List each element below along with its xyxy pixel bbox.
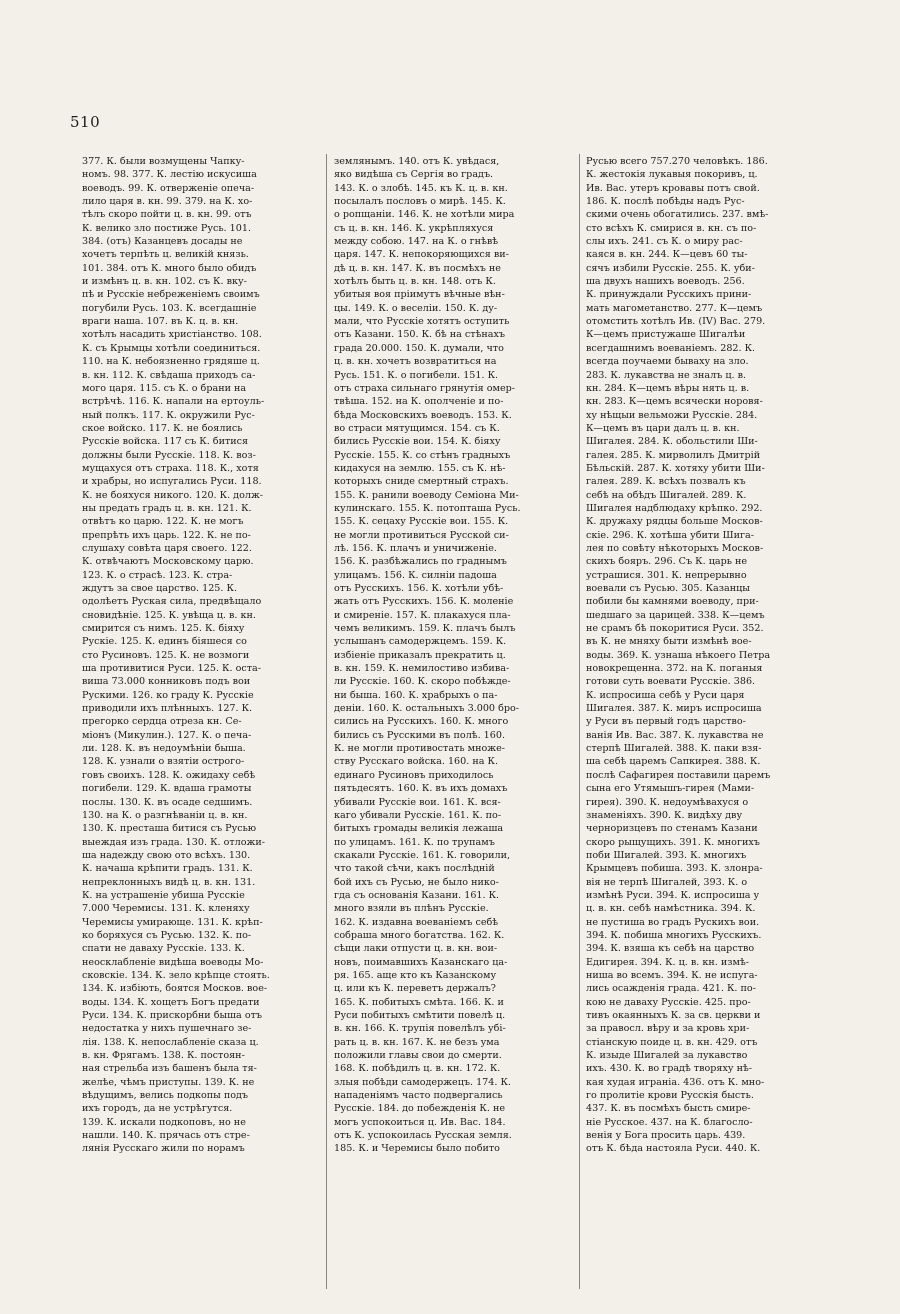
index-column-3: Русью всего 757.270 человѣкъ. 186. К. жестокія лукавыя покоривъ, ц. Ив. Вас. утеръ кровавы потъ свой. 186. К. послѣ побѣды надъ Рус- скими очень обогатились. 237. вмѣ- сто всѣхъ К. смирися в. кн. съ по- слы ихъ. 241. съ К. о миру рас- каяся в. кн. 244. К—цевъ 60 ты- сячъ избили Русскіе. 255. К. уби- ша двухъ нашихъ воеводъ. 256. К. принуждали Русскихъ прини- мать магометанство. 277. К—цемъ отомстить хотѣлъ Ив. (IV) Вас. 279. К—цемъ пристужаше Шигалѣи всегдашнимъ воеваніемъ. 282. К. всегда поучаеми бываху на зло. 283. К. лукавства не зналъ ц. в. кн. 284. К—цемъ вѣры нять ц. в. кн. 283. К—цемъ всячески норовя- ху нѣщыи вельможи Русскіе. 284. К—цемъ въ цари далъ ц. в. кн. Шигалея. 284. К. обольстили Ши- галея. 285. К. мирволилъ Дмитрій Бѣльскій. 287. К. хотяху убити Ши- галея. 289. К. всѣхъ позвалъ къ себѣ на обѣдъ Шигалей. 289. К. Шигалея надблюдаху крѣпко. 292. К. дружаху рядцы больше Москов- скіе. 296. К. хотѣша убити Шига- лея по совѣту нѣкоторыхъ Москов- скихъ бояръ. 296. Съ К. царь не устрашися. 301. К. непрерывно воевали съ Русью. 305. Казанцы побили бы камнями воеводу, при- шедшаго за царицей. 338. К—цемъ не срамъ бѣ покоритися Руси. 352. въ К. не мняху быти измѣнѣ вое- воды. 369. К. узнаша нѣкоего Петра новокрещенна. 372. на К. поганыя готови суть воевати Русскіе. 386. К. испросиша себѣ у Руси царя Шигалея. 387. К. миръ испросиша у Руси въ первый годъ царство- ванія Ив. Вас. 387. К. лукавства не стерпѣ Шигалей. 388. К. паки взя- ша себѣ царемъ Сапкирея. 388. К. послѣ Сафагирея поставили царемъ сына его Утямышъ-гирея (Мами- гирея). 390. К. недоумѣвахуся о знаменіяхъ. 390. К. видѣху дву черноризцевъ по стенамъ Казани скоро рыщущихъ. 391. К. многихъ поби Шигалей. 393. К. многихъ Крымцевъ побиша. 393. К. злонра- вія не терпѣ Шигалей, 393. К. о измѣнѣ Руси. 394. К. испросиша у ц. в. кн. себѣ намѣстника. 394. К. не пустиша во градъ Рускихъ вои. 394. К. побиша многихъ Русскихъ. 394. К. взяша къ себѣ на царство Едигирея. 394. К. ц. в. кн. измѣ- ниша во всемъ. 394. К. не испуга- лись осажденія града. 421. К. по- кою не даваху Русскіе. 425. про- тивъ окаянныхъ К. за св. церкви и за правосл. вѣру и за кровь хри- стіанскую поиде ц. в. кн. 429. отъ К. изыде Шигалей за лукавство ихъ. 430. К. во градѣ творяху нѣ- кая худая играніа. 436. отъ К. мно- го пролитіе крови Русскія бысть. 437. К. въ посмѣхъ бысть смире- ніе Русское. 437. на К. благосло- венія у Бога просить царь. 439. отъ К. бѣда настояла Руси. 440. К. (586, 156, 771, 1155)
index-column-2: землянымъ. 140. отъ К. увѣдася, яко видѣша съ Сергія во градъ. 143. К. о злобѣ. 145. къ К. ц. в. кн. посылалъ пословъ о мирѣ. 145. К. о ропщаніи. 146. К. не хотѣли мира съ ц. в. кн. 146. К. укрѣпляхуся между собою. 147. на К. о гнѣвѣ царя. 147. К. непокоряющихся ви- дѣ ц. в. кн. 147. К. въ посмѣхъ не хотѣлъ быть ц. в. кн. 148. отъ К. убитыя воя пріимутъ вѣчные вѣн- цы. 149. К. о веселіи. 150. К. ду- мали, что Русскіе хотятъ оступить отъ Казани. 150. К. бѣ на стѣнахъ града 20.000. 150. К. думали, что ц. в. кн. хочетъ возвратиться на Русь. 151. К. о погибели. 151. К. отъ страха сильнаго грянутія омер- твѣша. 152. на К. ополченіе и по- бѣда Московскихъ воеводъ. 153. К. во страси мятущимся. 154. съ К. бились Русскіе вои. 154. К. біяху Русскіе. 155. К. со стѣнъ градныхъ кидахуся на землю. 155. съ К. нѣ- которыхъ сниде смертный страхъ. 155. К. ранили воеводу Семіона Ми- кулинскаго. 155. К. потопташа Русь. 155. К. сецаху Русскіе вои. 155. К. не могли противиться Русской си- лѣ. 156. К. плачъ и уничиженіе. 156. К. разбѣжались по граднымъ улицамъ. 156. К. силніи падоша отъ Русскихъ. 156. К. хотѣли убѣ- жать отъ Русскихъ. 156. К. моленіе и смиреніе. 157. К. плакахуся пла- чемъ великимъ. 159. К. плачъ былъ услышанъ самодержцемъ. 159. К. избіеніе приказалъ прекратить ц. в. кн. 159. К. немилостиво избива- ли Русскіе. 160. К. скоро побѣжде- ни быша. 160. К. храбрыхъ о па- деніи. 160. К. остальныхъ 3.000 бро- сились на Русскихъ. 160. К. много бились съ Русскими въ полѣ. 160. К. не могли противостать множе- ству Русскаго войска. 160. на К. единаго Русиновъ приходилось пятьдесятъ. 160. К. въ ихъ домахъ убивали Русскіе вои. 161. К. вся- каго убивали Русскіе. 161. К. по- битыхъ громады великія лежаша по улицамъ. 161. К. по трупамъ скакали Русскіе. 161. К. говорили, что такой сѣчи, какъ послѣдній бой ихъ съ Русью, не было нико- гда съ основанія Казани. 161. К. много взяли въ плѣнъ Русскіе. 162. К. издавна вoеваніемъ себѣ собраша много богатства. 162. К. сѣщи лаки отпусти ц. в. кн. вои- новъ, поимавшихъ Казанскаго ца- ря. 165. аще кто къ Казанскому ц. или къ К. переветъ держалъ? 165. К. побитыхъ смѣта. 166. К. и Руси побитыхъ смѣтити повелѣ ц. в. кн. 166. К. трупія повелѣлъ убі- рать ц. в. кн. 167. К. не безъ ума положили главы свои до смерти. 168. К. побѣдилъ ц. в. кн. 172. К. злыя побѣди самодержецъ. 174. К. нападеніямъ часто подвергались Русскіе. 184. до побежденія К. не могъ успокоиться ц. Ив. Вас. 184. отъ К. успокоилась Русская земля. 185. К. и Черемисы было побито (334, 156, 521, 1155)
index-column-1: 377. К. были возмущены Чапку- номъ. 98. 377. К. лестію искусиша воеводъ. 99. К. отверженіе опеча- лило царя в. кн. 99. 379. на К. хо- тѣлъ скоро пойти ц. в. кн. 99. отъ К. велико зло постиже Русь. 101. 384. (отъ) Казанцевъ досады не хочетъ терпѣть ц. великій князь. 101. 384. отъ К. много было обидъ и измѣнъ ц. в. кн. 102. съ К. вку- пѣ и Русскіе небреженіемъ своимъ погубили Русь. 103. К. всегдашніе враги наша. 107. въ К. ц. в. кн. хотѣлъ насадить христіанство. 108. К. съ Крымцы хотѣли соединиться. 110. на К. небоязненно грядяше ц. в. кн. 112. К. свѣдаша приходъ са- мого царя. 115. съ К. о брани на встрѣчѣ. 116. К. напали на ертоуль- ный полкъ. 117. К. окружили Рус- ское войско. 117. К. не боялись Русскіе войска. 117 съ К. битися должны были Русскіе. 118. К. воз- мущахуся отъ страха. 118. К., хотя и храбры, но испугались Руси. 118. К. не бояхуся никого. 120. К. долж- ны предать градъ ц. в. кн. 121. К. отвѣтъ ко царю. 122. К. не могъ препрѣть ихъ царь. 122. К. не по- слушаху совѣта царя своего. 122. К. отвѣчаютъ Московскому царю. 123. К. о страсѣ. 123. К. стра- ждутъ за свое царство. 125. К. одолѣетъ Руская сила, предвѣщало сновидѣніе. 125. К. увѣща ц. в. кн. смирится съ нимъ. 125. К. біяху Рускіе. 125. К. единъ біяшеся со сто Русиновъ. 125. К. не возмоги ша противитися Руси. 125. К. оста- виша 73.000 конниковъ подъ вои Рускими. 126. ко граду К. Русскіе приводили ихъ плѣнныхъ. 127. К. прегорко сердца отреза кн. Се- міонъ (Микулин.). 127. К. о печа- ли. 128. К. въ недоумѣніи быша. 128. К. узнали о взятіи острого- говъ своихъ. 128. К. ожидаху себѣ погибели. 129. К. вдаша грамоты послы. 130. К. въ осаде седшимъ. 130. на К. о разгнѣваніи ц. в. кн. 130. К. престаша битися съ Русью выеждая изъ града. 130. К. отложи- ша надежду свою ото всѣхъ. 130. К. начаша крѣпити градъ. 131. К. непреклонныхъ видѣ ц. в. кн. 131. К. на устрашеніе убиша Русскіе 7.000 Черемисы. 131. К. кленяху Черемисы умирающе. 131. К. крѣп- ко боряхуся съ Русью. 132. К. по- спати не даваху Русскіе. 133. К. неосклабленіе видѣша воеводы Мо- сковскіе. 134. К. зело крѣпце стоять. 134. К. избіють, боятся Москов. вое- воды. 134. К. хощетъ Богъ предати Руси. 134. К. прискорбни быша отъ недостатка у нихъ пушечнаго зе- лія. 138. К. непослабленіе сказа ц. в. кн. Фрягамъ. 138. К. постоян- ная стрельба изъ башенъ была тя- желѣе, чѣмъ приступы. 139. К. не вѣдущимъ, велись подкопы подъ ихъ городъ, да не устрѣгутся. 139. К. искали подкоповъ, но не нашли. 140. К. прячась отъ стре- лянія Русскаго жили по норамъ (82, 156, 270, 1155)
index-columns (82, 155, 823, 1156)
page-number: 510 (70, 113, 101, 131)
